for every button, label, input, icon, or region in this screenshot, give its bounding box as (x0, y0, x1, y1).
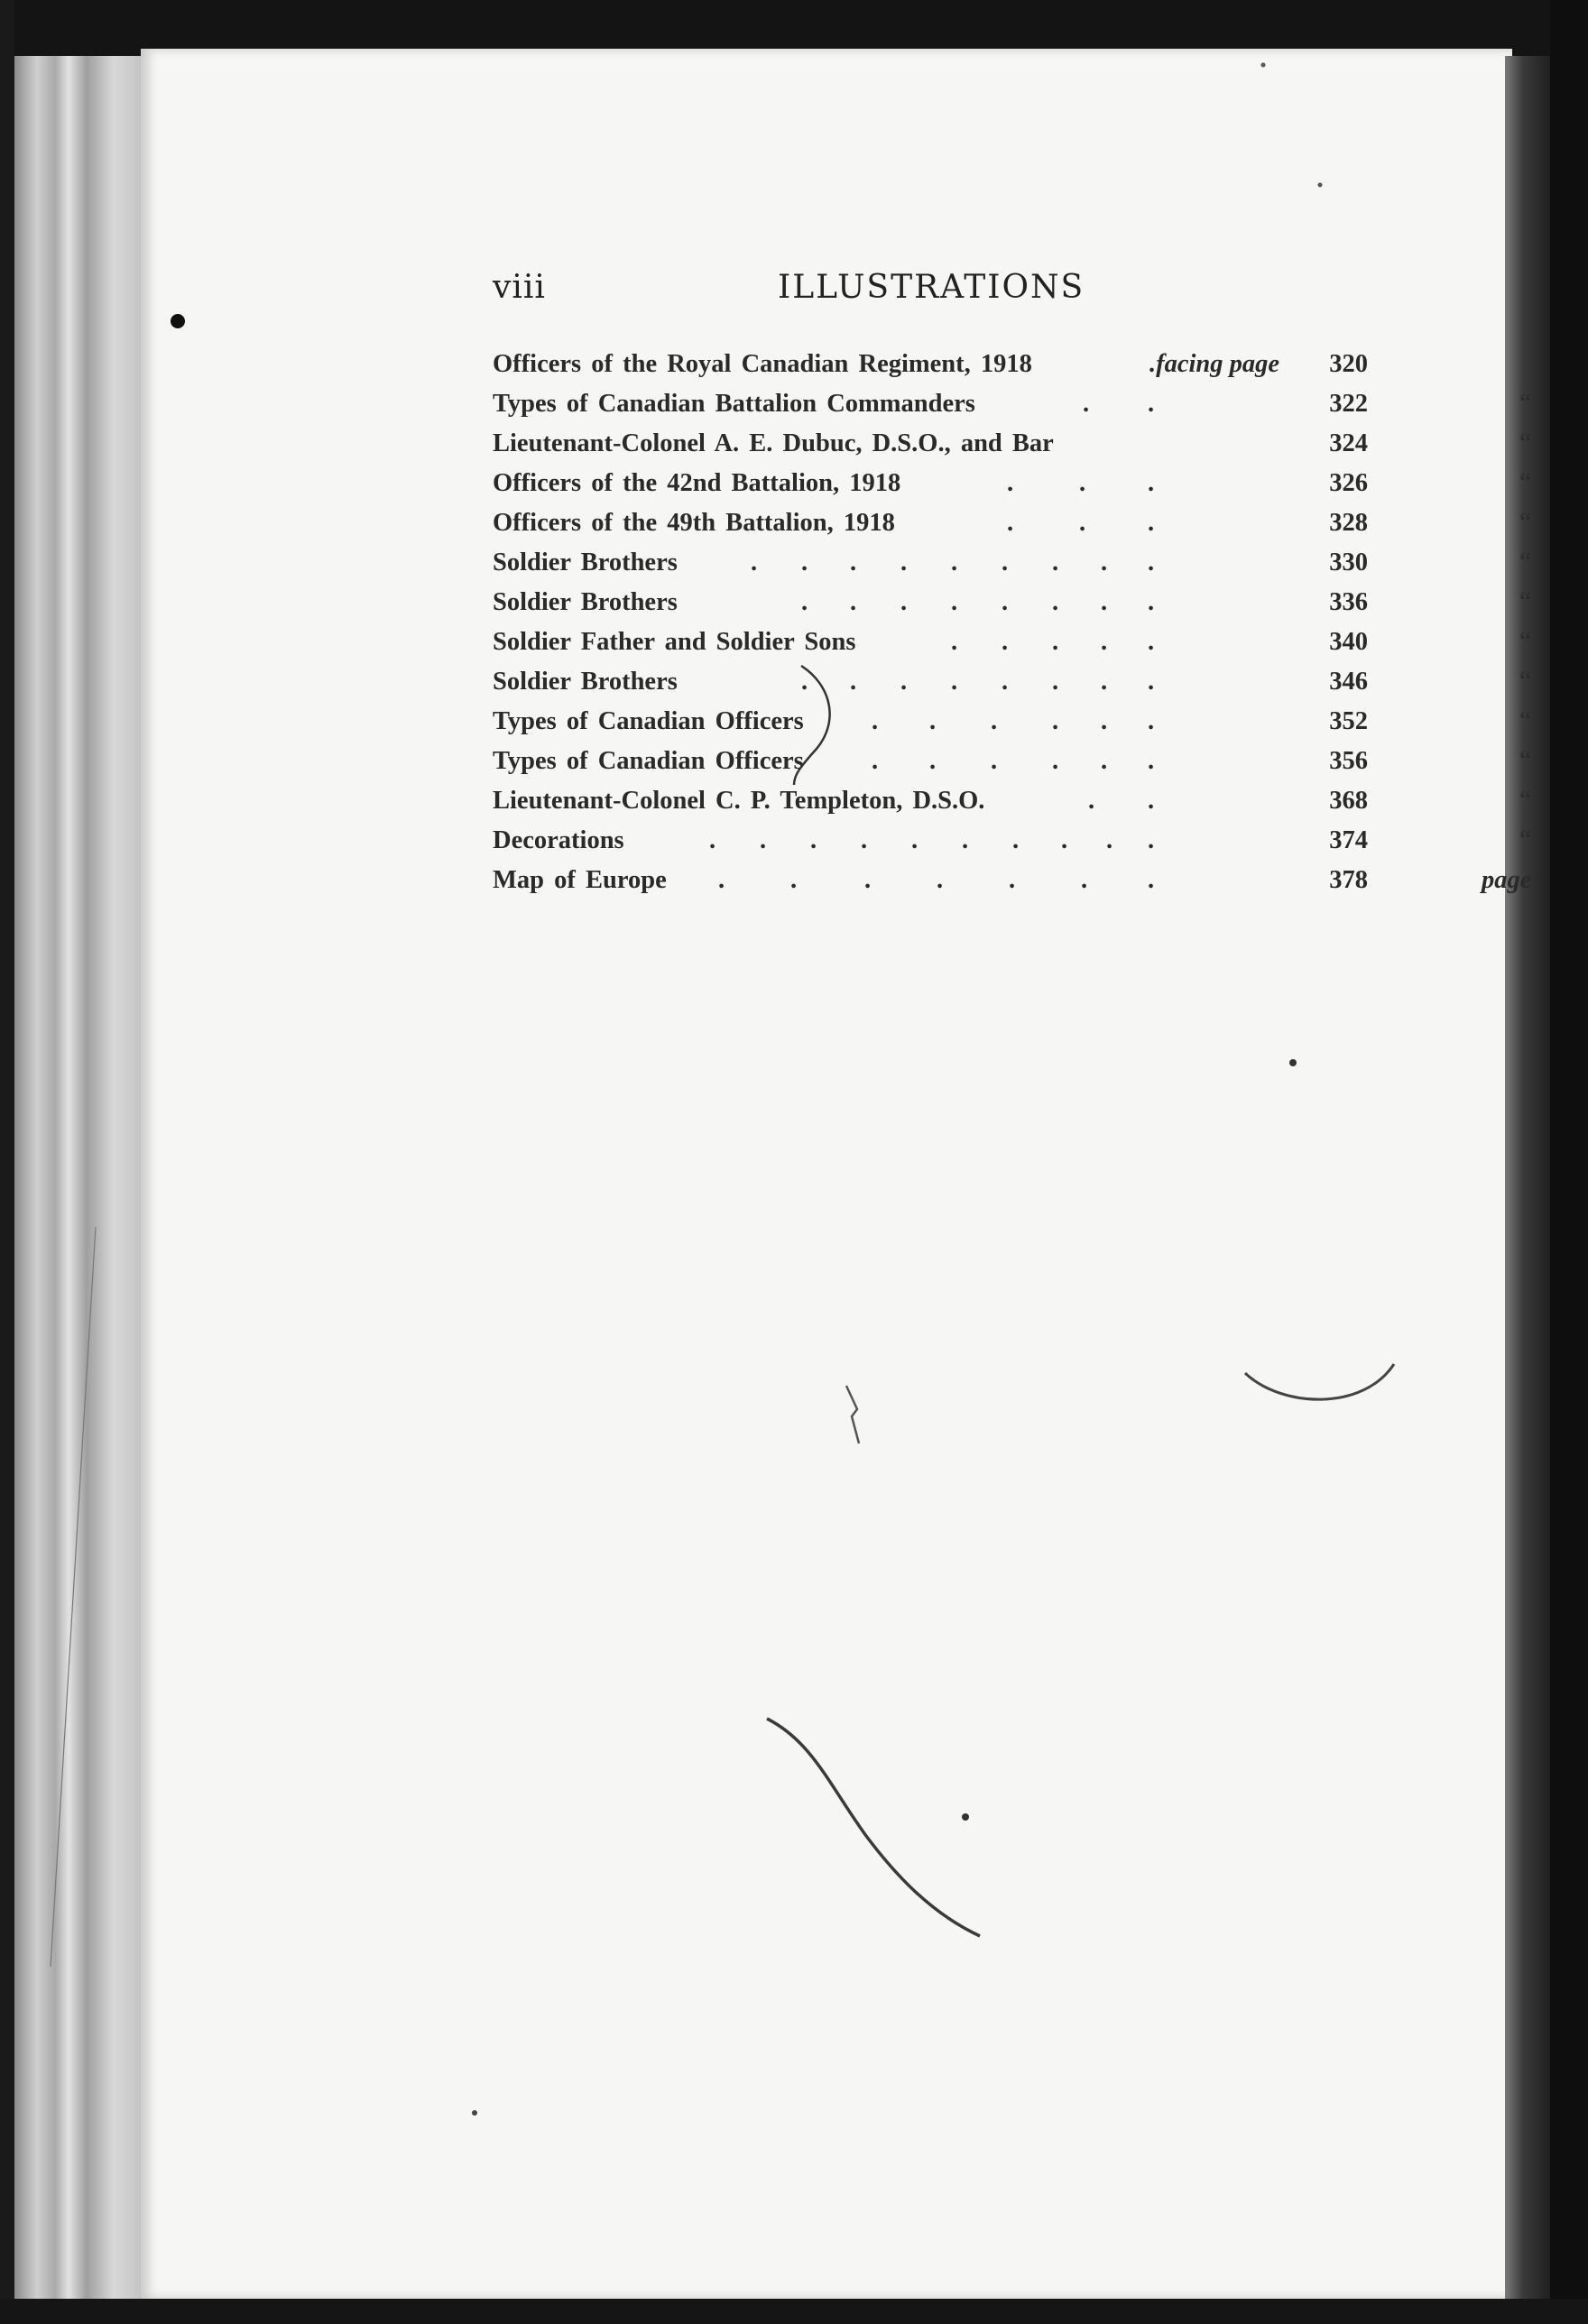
entry-page: 328 (1329, 509, 1368, 537)
entry-ref: page (1482, 866, 1532, 894)
dot-leader: . . . . . . . . (801, 588, 1155, 616)
dot-leader: . . (1088, 787, 1155, 815)
dot-leader: . . . . . (951, 628, 1155, 656)
scan-border-left (0, 0, 14, 2324)
entry-caption: Types of Canadian Battalion Commanders (493, 390, 975, 418)
scan-border-bottom (0, 2299, 1588, 2324)
entry-page: 368 (1329, 787, 1368, 815)
entry-page: 378 (1329, 866, 1368, 894)
entry-ref: “ (1519, 666, 1532, 696)
entry-ref: “ (1519, 467, 1532, 497)
entry-caption: Soldier Brothers (493, 588, 678, 616)
dot-leader: . . . (1007, 469, 1155, 497)
dot-leader: . . . . . . . . . . (709, 826, 1155, 854)
dot-leader: . . . . . . . . (801, 668, 1155, 696)
list-item (493, 388, 1532, 429)
entry-ref: “ (1519, 507, 1532, 537)
entry-ref: “ (1519, 785, 1532, 815)
list-item (493, 745, 1532, 787)
dot-leader: . . . . . . . (718, 866, 1155, 894)
entry-caption: Decorations (493, 826, 624, 854)
entry-page: 374 (1329, 826, 1368, 854)
entry-page: 352 (1329, 707, 1368, 735)
entry-ref: “ (1519, 547, 1532, 576)
entry-caption: Soldier Brothers (493, 668, 678, 696)
list-item (493, 547, 1532, 588)
entry-page: 326 (1329, 469, 1368, 497)
entry-caption: Types of Canadian Officers (493, 707, 804, 735)
dot-leader: . . . . . . (872, 747, 1155, 775)
entry-ref: “ (1519, 825, 1532, 854)
dot-leader: . . (1083, 390, 1155, 418)
entry-caption: Map of Europe (493, 866, 667, 894)
entry-page: 336 (1329, 588, 1368, 616)
scan-border-right (1550, 0, 1588, 2324)
list-item (493, 507, 1532, 549)
entry-caption: Soldier Father and Soldier Sons (493, 628, 856, 656)
page-title: ILLUSTRATIONS (778, 269, 1085, 306)
entry-page: 322 (1329, 390, 1368, 418)
list-item (493, 586, 1532, 628)
entry-caption: Lieutenant-Colonel C. P. Templeton, D.S.O. (493, 787, 985, 815)
list-item (493, 428, 1532, 469)
entry-ref: “ (1519, 706, 1532, 735)
entry-page: 320 (1329, 350, 1368, 378)
entry-caption: Soldier Brothers (493, 549, 678, 576)
page-edges (14, 56, 150, 2299)
list-item (493, 350, 1368, 390)
entry-page: 346 (1329, 668, 1368, 696)
dot-leader: . . . . . . (872, 707, 1155, 735)
list-item (493, 706, 1532, 747)
entry-caption: Officers of the Royal Canadian Regiment, 1918 (493, 350, 1032, 378)
dot-leader: . . . (1007, 509, 1155, 537)
entry-page: 330 (1329, 549, 1368, 576)
list-item (493, 825, 1532, 866)
page-folio: viii (493, 269, 546, 306)
entry-caption: Lieutenant-Colonel A. E. Dubuc, D.S.O., and Bar (493, 429, 1054, 457)
entry-ref: .facing page (1149, 350, 1280, 378)
running-header (493, 269, 1359, 314)
scan-border-top (0, 0, 1588, 56)
entry-page: 324 (1329, 429, 1368, 457)
entry-ref: “ (1519, 586, 1532, 616)
entry-ref: “ (1519, 745, 1532, 775)
entry-page: 356 (1329, 747, 1368, 775)
entry-caption: Officers of the 49th Battalion, 1918 (493, 509, 895, 537)
list-item (493, 626, 1532, 668)
illustrations-list (493, 350, 1532, 906)
entry-page: 340 (1329, 628, 1368, 656)
entry-caption: Officers of the 42nd Battalion, 1918 (493, 469, 901, 497)
entry-ref: “ (1519, 428, 1532, 457)
list-item (493, 785, 1532, 826)
list-item (493, 666, 1532, 707)
list-item (493, 467, 1532, 509)
entry-ref: “ (1519, 626, 1532, 656)
dot-leader: . . . . . . . . . (751, 549, 1155, 576)
entry-ref: “ (1519, 388, 1532, 418)
list-item (493, 866, 1532, 906)
entry-caption: Types of Canadian Officers (493, 747, 804, 775)
